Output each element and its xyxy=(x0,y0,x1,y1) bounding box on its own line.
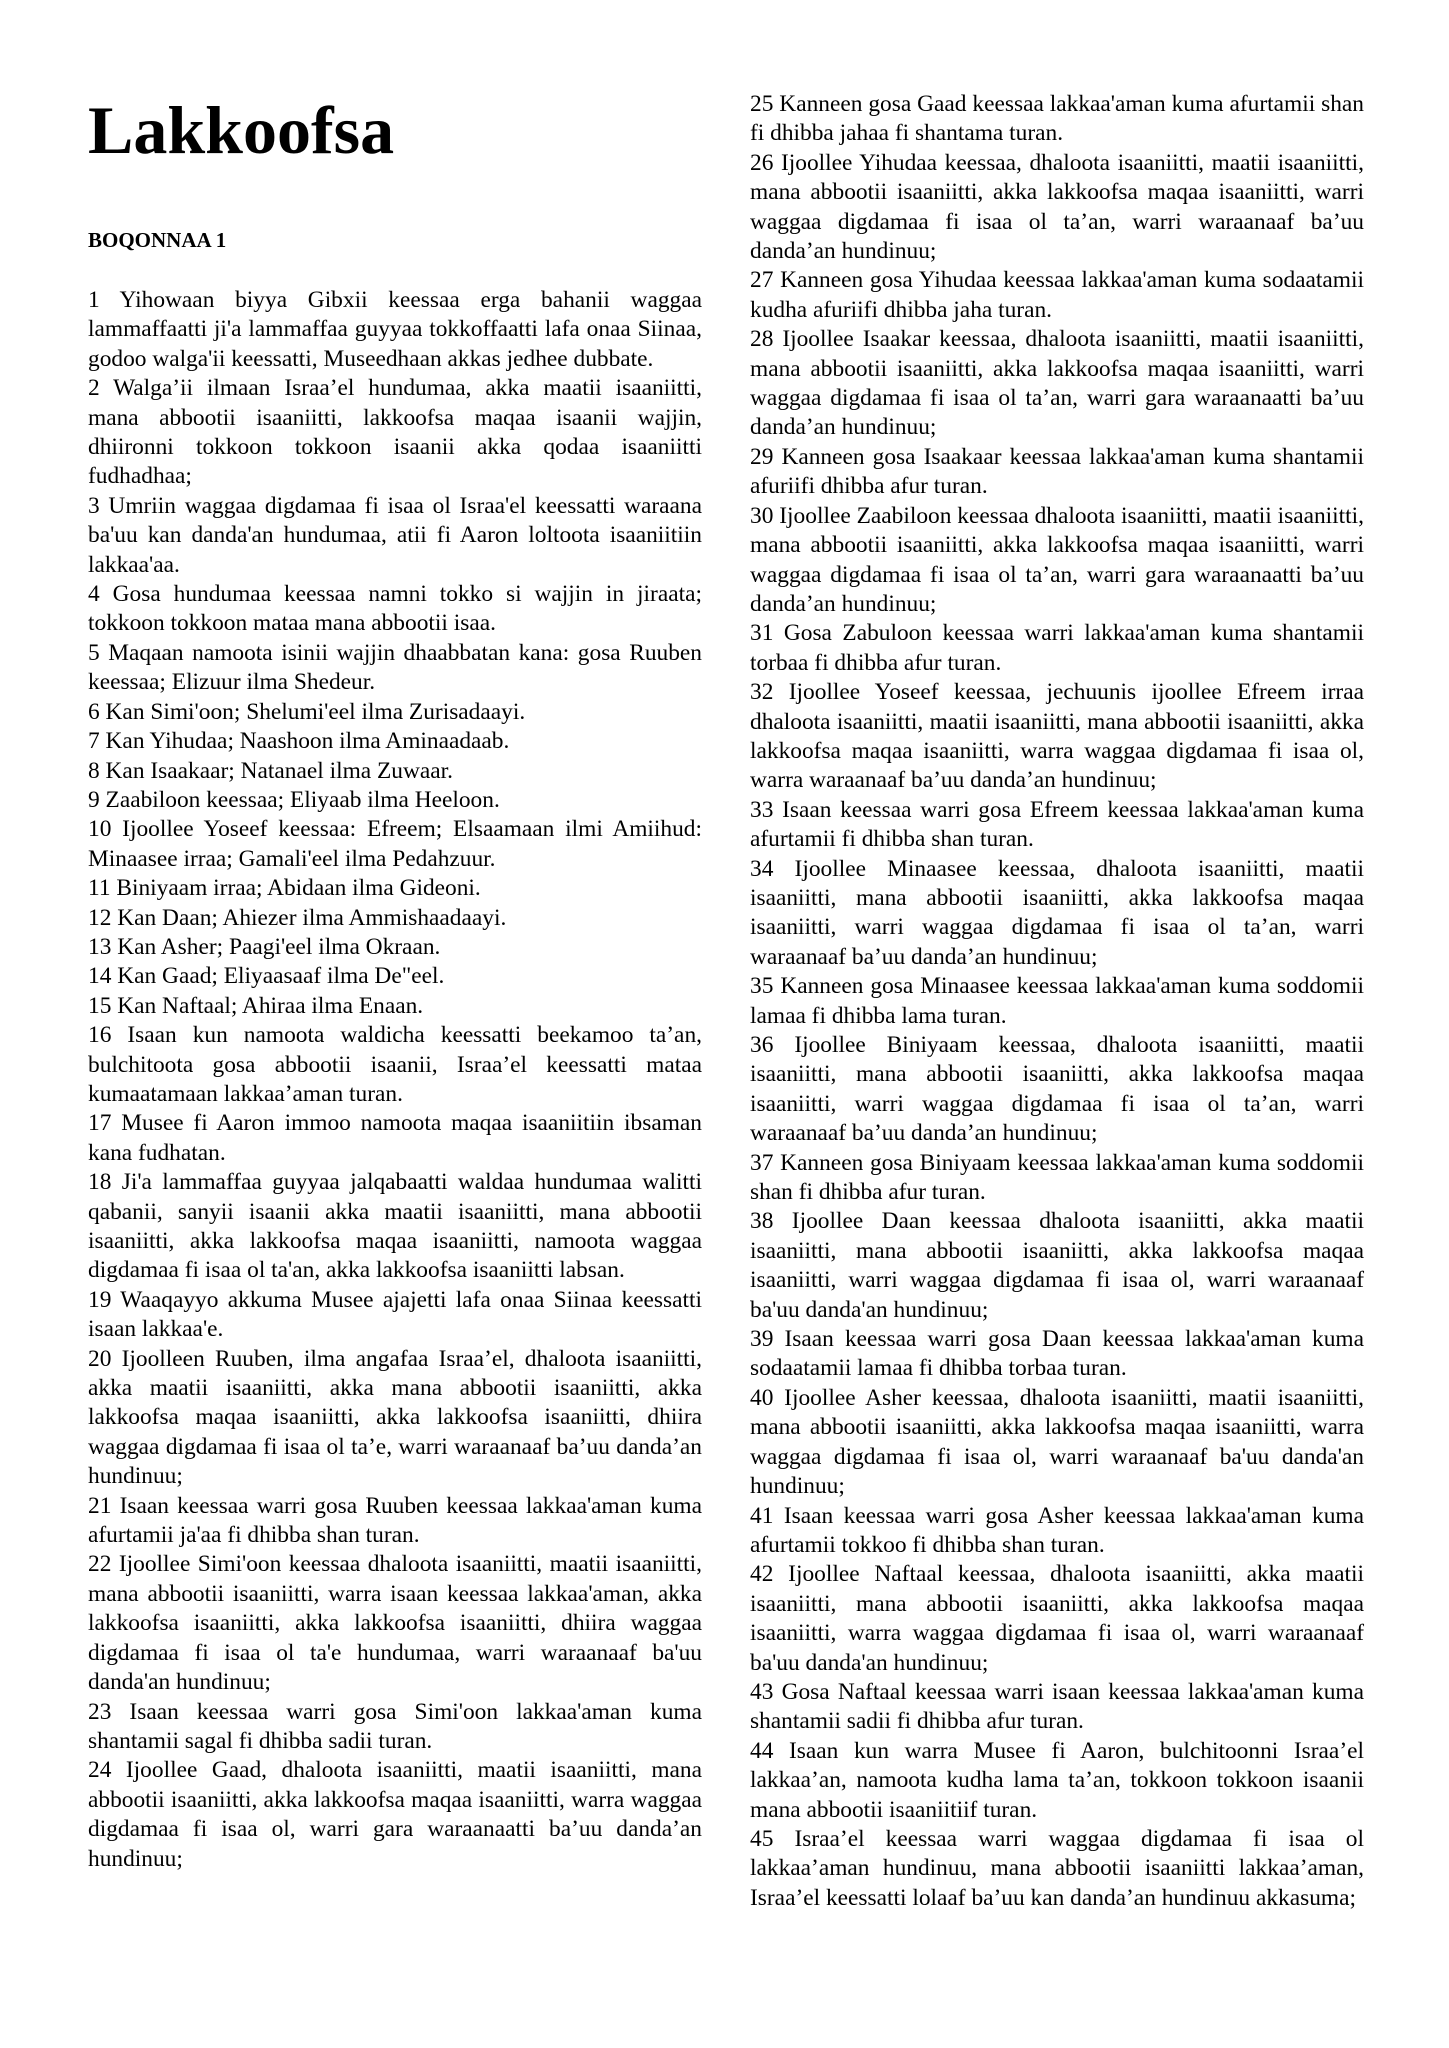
verse: 25 Kanneen gosa Gaad keessaa lakkaa'aman kuma afurtamii shan fi dhibba jahaa fi shantama turan. xyxy=(750,91,1364,147)
verse: 44 Isaan kun warra Musee fi Aaron, bulchitoonni Israa’el lakkaa’an, namoota kudha lama ta’an, tokkoon tokkoon isaanii mana abbootii isaaniitiif turan. xyxy=(750,1737,1364,1823)
verse: 31 Gosa Zabuloon keessaa warri lakkaa'aman kuma shantamii torbaa fi dhibba afur turan. xyxy=(750,620,1364,676)
verse: 24 Ijoollee Gaad, dhaloota isaaniitti, maatii isaaniitti, mana abbootii isaaniitti, akka lakkoofsa maqaa isaaniitti, warra waggaa digdamaa fi isaa ol, warri gara waraanaatti ba’uu danda’an hundinuu; xyxy=(88,1757,702,1872)
verse: 43 Gosa Naftaal keessaa warri isaan keessaa lakkaa'aman kuma shantamii sadii fi dhibba afur turan. xyxy=(750,1678,1364,1735)
left-column xyxy=(88,286,702,1874)
verse: 3 Umriin waggaa digdamaa fi isaa ol Israa'el keessatti waraana ba'uu kan danda'an hundumaa, atii fi Aaron loltoota isaaniitiin lakkaa'aa. xyxy=(88,492,702,578)
chapter-heading: BOQONNAA 1 xyxy=(88,228,227,252)
verse: 30 Ijoollee Zaabiloon keessaa dhaloota isaaniitti, maatii isaaniitti, mana abbootii isaaniitti, akka lakkoofsa maqaa isaaniitti, warri waggaa digdamaa fi isaa ol ta’an, warri gara waraanaatti ba’uu danda’an hundinuu; xyxy=(750,502,1364,617)
verse: 45 Israa’el keessaa warri waggaa digdamaa fi isaa ol lakkaa’aman hundinuu, mana abbootii isaaniitti lakkaa’aman, Israa’el keessatti lolaaf ba’uu kan danda’an hundinuu akkasuma; xyxy=(750,1825,1364,1911)
verse: 34 Ijoollee Minaasee keessaa, dhaloota isaaniitti, maatii isaaniitti, mana abbootii isaaniitti, akka lakkoofsa maqaa isaaniitti, warri waggaa digdamaa fi isaa ol ta’an, warri waraanaaf ba’uu danda’an hundinuu; xyxy=(750,855,1364,970)
verse: 14 Kan Gaad; Eliyaasaaf ilma De"eel. xyxy=(88,963,445,990)
verse: 6 Kan Simi'oon; Shelumi'eel ilma Zurisadaayi. xyxy=(88,698,526,725)
verse: 41 Isaan keessaa warri gosa Asher keessaa lakkaa'aman kuma afurtamii tokkoo fi dhibba shan turan. xyxy=(750,1502,1364,1558)
verse: 17 Musee fi Aaron immoo namoota maqaa isaaniitiin ibsaman kana fudhatan. xyxy=(88,1110,702,1166)
verse: 4 Gosa hundumaa keessaa namni tokko si wajjin in jiraata; tokkoon tokkoon mataa mana abbootii isaa. xyxy=(88,581,702,637)
verse: 27 Kanneen gosa Yihudaa keessaa lakkaa'aman kuma sodaatamii kudha afuriifi dhibba jaha turan. xyxy=(750,267,1364,323)
verse: 15 Kan Naftaal; Ahiraa ilma Enaan. xyxy=(88,992,424,1019)
verse: 16 Isaan kun namoota waldicha keessatti beekamoo ta’an, bulchitoota gosa abbootii isaanii, Israa’el keessatti mataa kumaatamaan lakkaa’aman turan. xyxy=(88,1022,702,1107)
verse: 32 Ijoollee Yoseef keessaa, jechuunis ijoollee Efreem irraa dhaloota isaaniitti, maatii isaaniitti, mana abbootii isaaniitti, akka lakkoofsa maqaa isaaniitti, warra waggaa digdamaa fi isaa ol, warra waraanaaf ba’uu danda’an hundinuu; xyxy=(750,679,1364,794)
verse: 23 Isaan keessaa warri gosa Simi'oon lakkaa'aman kuma shantamii sagal fi dhibba sadii turan. xyxy=(88,1698,702,1754)
verse: 38 Ijoollee Daan keessaa dhaloota isaaniitti, akka maatii isaaniitti, mana abbootii isaaniitti, akka lakkoofsa maqaa isaaniitti, warri waggaa digdamaa fi isaa ol, warri waraanaaf ba'uu danda'an hundinuu; xyxy=(750,1208,1364,1323)
page-title: Lakkoofsa xyxy=(88,92,395,168)
verse: 18 Ji'a lammaffaa guyyaa jalqabaatti waldaa hundumaa walitti qabanii, sanyii isaanii akka maatii isaaniitti, mana abbootii isaaniitti, akka lakkoofsa maqaa isaaniitti, namoota waggaa digdamaa fi isaa ol ta'an, akka lakkoofsa isaaniitti labsan. xyxy=(88,1169,702,1284)
verse: 5 Maqaan namoota isinii wajjin dhaabbatan kana: gosa Ruuben keessaa; Elizuur ilma Shedeur. xyxy=(88,639,702,696)
verse: 39 Isaan keessaa warri gosa Daan keessaa lakkaa'aman kuma sodaatamii lamaa fi dhibba torbaa turan. xyxy=(750,1326,1364,1382)
verse: 22 Ijoollee Simi'oon keessaa dhaloota isaaniitti, maatii isaaniitti, mana abbootii isaaniitti, warra isaan keessaa lakkaa'aman, akka lakkoofsa isaaniitti, akka lakkoofsa isaaniitti, dhiira waggaa digdamaa fi isaa ol ta'e hundumaa, warri waraanaaf ba'uu danda'an hundinuu; xyxy=(88,1551,702,1696)
verse: 36 Ijoollee Biniyaam keessaa, dhaloota isaaniitti, maatii isaaniitti, mana abbootii isaaniitti, akka lakkoofsa maqaa isaaniitti, warri waggaa digdamaa fi isaa ol ta’an, warri waraanaaf ba’uu danda’an hundinuu; xyxy=(750,1032,1364,1147)
verse: 20 Ijoolleen Ruuben, ilma angafaa Israa’el, dhaloota isaaniitti, akka maatii isaaniitti, akka mana abbootii isaaniitti, akka lakkoofsa maqaa isaaniitti, akka lakkoofsa isaaniitti, dhiira waggaa digdamaa fi isaa ol ta’e, warri waraanaaf ba’uu danda’an hundinuu; xyxy=(88,1345,702,1490)
verse: 35 Kanneen gosa Minaasee keessaa lakkaa'aman kuma soddomii lamaa fi dhibba lama turan. xyxy=(750,973,1364,1029)
verse: 40 Ijoollee Asher keessaa, dhaloota isaaniitti, maatii isaaniitti, mana abbootii isaaniitti, akka lakkoofsa maqaa isaaniitti, warra waggaa digdamaa fi isaa ol, warri waraanaaf ba'uu danda'an hundinuu; xyxy=(750,1384,1364,1500)
verse: 2 Walga’ii ilmaan Israa’el hundumaa, akka maatii isaaniitti, mana abbootii isaaniitti, lakkoofsa maqaa isaanii wajjin, dhiironni tokkoon tokkoon isaanii akka qodaa isaaniitti fudhadhaa; xyxy=(88,375,702,490)
verse: 33 Isaan keessaa warri gosa Efreem keessaa lakkaa'aman kuma afurtamii fi dhibba shan turan. xyxy=(750,796,1364,853)
verse: 9 Zaabiloon keessaa; Eliyaab ilma Heeloon. xyxy=(88,786,500,813)
verse: 21 Isaan keessaa warri gosa Ruuben keessaa lakkaa'aman kuma afurtamii ja'aa fi dhibba shan turan. xyxy=(88,1492,702,1549)
verse: 19 Waaqayyo akkuma Musee ajajetti lafa onaa Siinaa keessatti isaan lakkaa'e. xyxy=(88,1286,702,1343)
verse: 13 Kan Asher; Paagi'eel ilma Okraan. xyxy=(88,933,441,960)
right-column xyxy=(750,90,1364,1913)
verse: 37 Kanneen gosa Biniyaam keessaa lakkaa'aman kuma soddomii shan fi dhibba afur turan. xyxy=(750,1149,1364,1206)
verse: 1 Yihowaan biyya Gibxii keessaa erga bahanii waggaa lammaffaatti ji'a lammaffaa guyyaa tokkoffaatti lafa onaa Siinaa, godoo walga'ii keessatti, Museedhaan akkas jedhee dubbate. xyxy=(88,287,702,372)
verse: 28 Ijoollee Isaakar keessaa, dhaloota isaaniitti, maatii isaaniitti, mana abbootii isaaniitti, akka lakkoofsa maqaa isaaniitti, warri waggaa digdamaa fi isaa ol ta’an, warri gara waraanaatti ba’uu danda’an hundinuu; xyxy=(750,326,1364,441)
verse: 8 Kan Isaakaar; Natanael ilma Zuwaar. xyxy=(88,757,453,784)
verse: 29 Kanneen gosa Isaakaar keessaa lakkaa'aman kuma shantamii afuriifi dhibba afur turan. xyxy=(750,443,1364,500)
verse: 26 Ijoollee Yihudaa keessaa, dhaloota isaaniitti, maatii isaaniitti, mana abbootii isaaniitti, akka lakkoofsa maqaa isaaniitti, warri waggaa digdamaa fi isaa ol ta’an, warri waraanaaf ba’uu danda’an hundinuu; xyxy=(750,149,1364,265)
verse: 12 Kan Daan; Ahiezer ilma Ammishaadaayi. xyxy=(88,904,507,931)
verse: 10 Ijoollee Yoseef keessaa: Efreem; Elsaamaan ilmi Amiihud: Minaasee irraa; Gamali'eel ilma Pedahzuur. xyxy=(88,816,702,872)
verse: 11 Biniyaam irraa; Abidaan ilma Gideoni. xyxy=(88,875,481,902)
verse: 42 Ijoollee Naftaal keessaa, dhaloota isaaniitti, akka maatii isaaniitti, mana abbootii isaaniitti, akka lakkoofsa maqaa isaaniitti, warra waggaa digdamaa fi isaa ol, warri waraanaaf ba'uu danda'an hundinuu; xyxy=(750,1561,1364,1676)
verse: 7 Kan Yihudaa; Naashoon ilma Aminaadaab. xyxy=(88,728,510,755)
